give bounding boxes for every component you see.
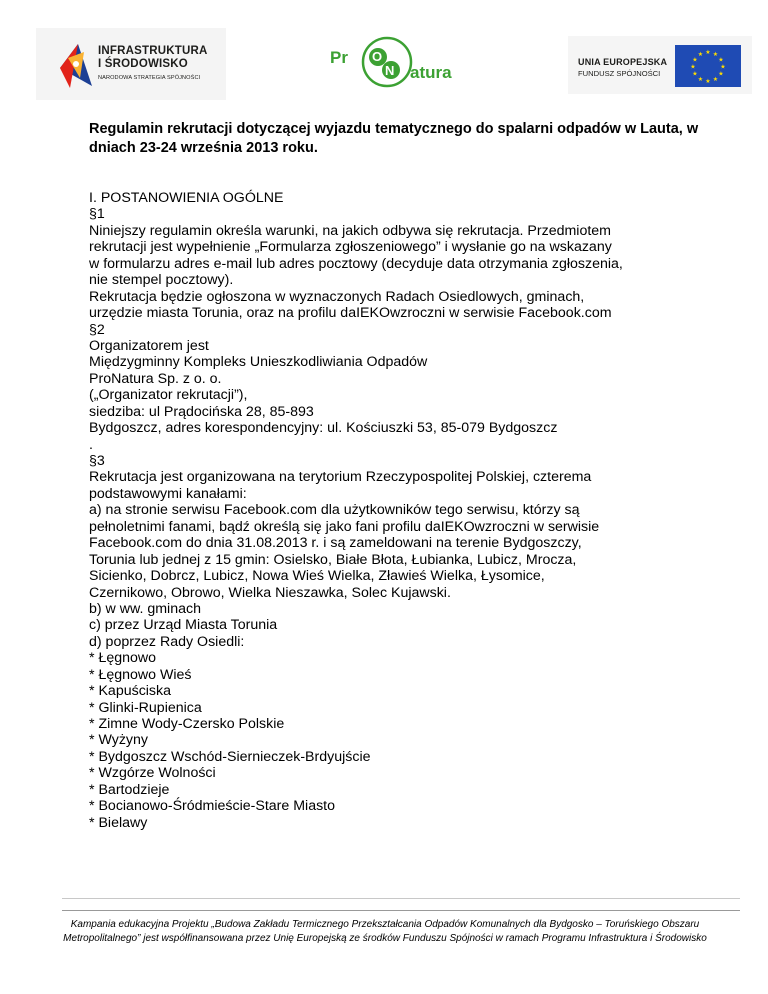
body-text-line: b) w ww. gminach xyxy=(89,600,201,617)
body-text-line: Torunia lub jednej z 15 gmin: Osielsko, Białe Błota, Łubianka, Lubicz, Mrocza, xyxy=(89,551,577,568)
body-text-line: podstawowymi kanałami: xyxy=(89,485,247,502)
body-text-line: * Bydgoszcz Wschód-Siernieczek-Brdyujście xyxy=(89,748,371,765)
body-text-line: I. POSTANOWIENIA OGÓLNE xyxy=(89,190,284,206)
ifs-logo-subtitle: NARODOWA STRATEGIA SPÓJNOŚCI xyxy=(98,75,201,81)
svg-text:★: ★ xyxy=(697,76,704,83)
body-text-line: Niniejszy regulamin określa warunki, na jakich odbywa się rekrutacja. Przedmiotem xyxy=(89,222,612,239)
eu-cohesion-fund-logo xyxy=(568,36,752,94)
svg-text:★: ★ xyxy=(718,56,724,64)
eu-logo-subtitle: FUNDUSZ SPÓJNOŚCI xyxy=(578,69,661,78)
body-text-line: * Bocianowo-Śródmieście-Stare Miasto xyxy=(89,798,336,815)
body-text-line: Rekrutacja jest organizowana na terytorium Rzeczypospolitej Polskiej, czterema xyxy=(89,469,592,486)
body-text-line: * Łęgnowo xyxy=(89,650,157,667)
svg-text:★: ★ xyxy=(718,70,724,78)
body-text-line: §1 xyxy=(89,206,105,223)
body-text-line: Międzygminny Kompleks Unieszkodliwiania Odpadów xyxy=(89,354,428,371)
body-text-line: nie stempel pocztowy). xyxy=(89,272,234,289)
body-text-line: Sicienko, Dobrcz, Lubicz, Nowa Wieś Wielka, Zławieś Wielka, Łysomice, xyxy=(89,568,545,585)
eu-logo-title: UNIA EUROPEJSKA xyxy=(578,57,668,67)
page-header xyxy=(0,0,768,110)
svg-text:★: ★ xyxy=(692,70,698,78)
body-text-line: . xyxy=(89,436,93,453)
body-text-line: ProNatura Sp. z o. o. xyxy=(89,370,222,387)
body-text-line: * Wyżyny xyxy=(89,732,148,749)
body-text-line: §2 xyxy=(89,321,105,338)
infrastruktura-srodowisko-logo xyxy=(36,28,226,100)
svg-text:★: ★ xyxy=(692,56,698,64)
svg-text:★: ★ xyxy=(712,76,719,83)
pronatura-letter-n: N xyxy=(385,63,395,78)
body-text-line: * Zimne Wody-Czersko Polskie xyxy=(89,716,285,732)
footer-divider xyxy=(62,898,740,899)
svg-text:★: ★ xyxy=(705,78,711,85)
body-text-line: * Łęgnowo Wieś xyxy=(89,666,192,683)
pronatura-text-pr: Pr xyxy=(330,48,348,67)
body-text-line: §3 xyxy=(89,453,105,469)
svg-text:★: ★ xyxy=(697,51,704,58)
footer-text: Kampania edukacyjna Projektu „Budowa Zakładu Termicznego Przekształcania Odpadów Komunalnych dla Bydgosko – Toruńskiego Obszaru Metropolitalnego” jest współfinansowana przez Unię Europejską ze środków Funduszu Spójności w ramach Programu Infrastruktura i Środowisko xyxy=(63,919,707,944)
body-text-line: Czernikowo, Obrowo, Wielka Nieszawka, Solec Kujawski. xyxy=(89,584,451,601)
body-text-line: * Glinki-Rupienica xyxy=(89,699,202,716)
footer-divider xyxy=(62,910,740,911)
body-text-line: d) poprzez Rady Osiedli: xyxy=(89,633,245,650)
pronatura-logo xyxy=(328,36,462,88)
document-title: Regulamin rekrutacji dotyczącej wyjazdu tematycznego do spalarni odpadów w Lauta, w dniach 23-24 września 2013 roku. xyxy=(89,121,699,156)
body-text-line: Bydgoszcz, adres korespondencyjny: ul. Kościuszki 53, 85-079 Bydgoszcz xyxy=(89,420,558,437)
body-text-line: * Kapuściska xyxy=(89,683,172,700)
svg-text:★: ★ xyxy=(705,49,711,56)
svg-text:★: ★ xyxy=(712,51,719,58)
body-text-line: Facebook.com do dnia 31.08.2013 r. i są zameldowani na terenie Bydgoszczy, xyxy=(89,535,582,552)
ifs-logo-line1: INFRASTRUKTURA xyxy=(98,45,208,57)
ifs-logo-line2: I ŚRODOWISKO xyxy=(98,58,188,70)
ifs-emblem-icon xyxy=(58,38,94,90)
svg-text:★: ★ xyxy=(720,63,726,71)
body-text-line: * Bartodzieje xyxy=(89,781,170,798)
body-text-line: pełnoletnimi fanami, bądź określą się jako fani profilu daIEKOwzroczni w serwisie xyxy=(89,518,600,535)
svg-text:★: ★ xyxy=(690,63,696,71)
body-text-line: a) na stronie serwisu Facebook.com dla użytkowników tego serwisu, którzy są xyxy=(89,502,580,519)
pronatura-letter-o: O xyxy=(372,49,383,64)
document-content xyxy=(89,120,729,831)
body-text-line: w formularzu adres e-mail lub adres pocztowy (decyduje data otrzymania zgłoszenia, xyxy=(89,255,623,272)
body-text-line: urzędzie miasta Torunia, oraz na profilu daIEKOwzroczni w serwisie Facebook.com xyxy=(89,305,612,322)
body-text-line: * Wzgórze Wolności xyxy=(89,765,216,782)
document-body xyxy=(89,190,729,831)
eu-flag-icon xyxy=(675,45,741,87)
pronatura-text-atura: atura xyxy=(410,63,452,82)
body-text-line: Rekrutacja będzie ogłoszona w wyznaczonych Radach Osiedlowych, gminach, xyxy=(89,288,585,305)
body-text-line: („Organizator rekrutacji”), xyxy=(89,387,248,404)
body-text-line: Organizatorem jest xyxy=(89,337,209,354)
body-text-line: c) przez Urząd Miasta Torunia xyxy=(89,617,278,634)
body-text-line: * Bielawy xyxy=(89,814,148,831)
body-text-line: siedziba: ul Prądocińska 28, 85-893 xyxy=(89,403,314,420)
body-text-line: rekrutacji jest wypełnienie „Formularza zgłoszeniowego” i wysłanie go na wskazany xyxy=(89,239,612,256)
